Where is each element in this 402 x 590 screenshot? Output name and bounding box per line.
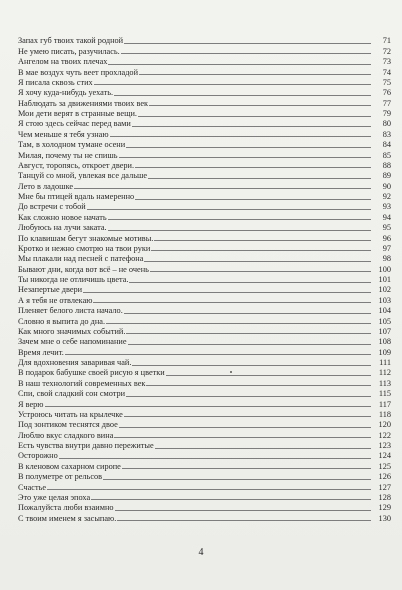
toc-leader-line bbox=[121, 53, 371, 54]
toc-entry bbox=[18, 170, 391, 180]
toc-entry-page: 105 bbox=[378, 316, 391, 326]
toc-entry bbox=[18, 211, 391, 221]
toc-leader-line bbox=[83, 292, 371, 293]
toc-entry-title: Запах губ твоих такой родной bbox=[18, 36, 124, 46]
toc-entry-title: Зачем мне о себе напоминание bbox=[18, 337, 127, 347]
toc-entry-title: Осторожно bbox=[18, 451, 58, 461]
toc-entry bbox=[18, 492, 391, 502]
toc-entry bbox=[18, 160, 391, 170]
toc-entry-page: 104 bbox=[378, 306, 391, 316]
toc-leader-line bbox=[132, 365, 371, 366]
toc-entry bbox=[18, 66, 391, 76]
toc-entry-title: Люблю вкус сладкого вина bbox=[18, 430, 114, 440]
toc-entry bbox=[18, 419, 391, 429]
toc-entry-page: 111 bbox=[379, 358, 391, 367]
toc-leader-line bbox=[129, 282, 371, 283]
toc-entry-title: Там, в холодном тумане осени bbox=[18, 140, 126, 150]
toc-leader-line bbox=[117, 520, 371, 521]
toc-leader-line bbox=[87, 209, 371, 210]
toc-leader-line bbox=[124, 313, 371, 314]
toc-entry-title: Бывают дни, когда вот всё – не очень bbox=[18, 264, 149, 274]
toc-entry bbox=[18, 149, 391, 159]
page-number: 4 bbox=[198, 547, 204, 558]
toc-entry bbox=[18, 243, 391, 253]
toc-entry-page: 77 bbox=[382, 98, 391, 108]
toc-entry-title: Время лечит. bbox=[18, 347, 64, 357]
table-of-contents bbox=[18, 35, 391, 523]
toc-entry-title: Пожалуйста люби взаимно bbox=[18, 503, 114, 513]
toc-entry-page: 94 bbox=[382, 212, 391, 222]
toc-entry-title: Кротко и нежно смотрю на твои руки bbox=[18, 243, 151, 253]
toc-entry-title: Есть чувства внутри давно пережитые bbox=[18, 441, 154, 450]
toc-entry bbox=[18, 450, 391, 460]
toc-entry-title: Это уже целая эпоха bbox=[18, 492, 91, 502]
toc-entry-title: Мне бы птицей вдаль намеренно bbox=[18, 192, 135, 201]
toc-entry-title: Лето в ладошке bbox=[18, 181, 74, 191]
toc-leader-line bbox=[93, 302, 371, 303]
toc-entry-title: Мы плакали над песней с патефона bbox=[18, 254, 144, 264]
toc-entry-title: Словно я выпита до дна. bbox=[18, 316, 106, 326]
toc-leader-line bbox=[122, 468, 371, 469]
toc-entry bbox=[18, 274, 391, 284]
toc-entry-page: 93 bbox=[382, 202, 391, 212]
toc-entry-title: Ты никогда не отличишь цвета. bbox=[18, 275, 129, 284]
toc-entry-title: Танцуй со мной, увлекая все дальше bbox=[18, 171, 148, 181]
toc-entry-page: 76 bbox=[382, 88, 391, 98]
toc-entry-title: Пленяет белого листа начало. bbox=[18, 306, 123, 316]
print-speck bbox=[230, 371, 232, 373]
toc-entry-title: С твоим именем я засыпаю. bbox=[18, 513, 117, 523]
toc-entry-page: 73 bbox=[382, 57, 391, 67]
toc-entry-page: 103 bbox=[378, 295, 391, 305]
toc-entry bbox=[18, 201, 391, 211]
toc-entry bbox=[18, 481, 391, 491]
toc-entry-page: 108 bbox=[378, 337, 391, 347]
toc-entry-title: А я тебя не отвлекаю bbox=[18, 295, 93, 305]
toc-entry-page: 129 bbox=[378, 503, 391, 513]
toc-leader-line bbox=[108, 219, 371, 220]
toc-entry-title: Как много значимых событий. bbox=[18, 326, 126, 336]
toc-entry-page: 97 bbox=[382, 243, 391, 253]
toc-entry bbox=[18, 97, 391, 107]
toc-entry-page: 84 bbox=[382, 140, 391, 150]
toc-entry-page: 130 bbox=[378, 513, 391, 523]
toc-entry-page: 83 bbox=[382, 129, 391, 139]
toc-entry bbox=[18, 398, 391, 408]
toc-leader-line bbox=[139, 74, 371, 75]
toc-entry-page: 96 bbox=[382, 233, 391, 243]
toc-leader-line bbox=[166, 375, 371, 376]
toc-entry bbox=[18, 139, 391, 149]
toc-entry bbox=[18, 87, 391, 97]
toc-entry-page: 109 bbox=[378, 347, 391, 357]
toc-entry-page: 85 bbox=[382, 150, 391, 160]
toc-leader-line bbox=[110, 136, 371, 137]
toc-entry-page: 117 bbox=[378, 399, 391, 409]
toc-leader-line bbox=[119, 157, 371, 158]
toc-entry bbox=[18, 108, 391, 118]
toc-entry-page: 128 bbox=[378, 492, 391, 502]
toc-entry-page: 126 bbox=[378, 472, 391, 482]
toc-entry bbox=[18, 128, 391, 138]
toc-entry bbox=[18, 460, 391, 470]
toc-entry-title: В мае воздух чуть веет прохладой bbox=[18, 67, 139, 77]
toc-entry-title: Я стою здесь сейчас перед вами bbox=[18, 119, 131, 129]
toc-entry-page: 124 bbox=[378, 451, 391, 461]
toc-entry-title: Не умею писать, разучилась. bbox=[18, 46, 120, 56]
toc-entry-title: Как сложно новое начать bbox=[18, 212, 107, 222]
toc-entry bbox=[18, 45, 391, 55]
toc-leader-line bbox=[108, 230, 371, 231]
toc-entry bbox=[18, 326, 391, 336]
toc-entry bbox=[18, 263, 391, 273]
toc-entry-page: 80 bbox=[382, 119, 391, 129]
toc-entry-title: В наш технологий современных век bbox=[18, 378, 146, 388]
toc-entry bbox=[18, 346, 391, 356]
toc-entry-title: Устроюсь читать на крылечке bbox=[18, 409, 123, 419]
toc-entry-title: Счастье bbox=[18, 482, 47, 492]
toc-leader-line bbox=[128, 344, 371, 345]
toc-leader-line bbox=[74, 188, 371, 189]
toc-leader-line bbox=[103, 479, 371, 480]
toc-entry-page: 79 bbox=[382, 109, 391, 118]
toc-entry-page: 74 bbox=[382, 67, 391, 77]
toc-entry bbox=[18, 502, 391, 512]
toc-entry-title: Ангелом на твоих плечах bbox=[18, 57, 108, 67]
toc-entry-page: 112 bbox=[378, 368, 391, 378]
toc-entry-title: В кленовом сахарном сиропе bbox=[18, 461, 121, 471]
toc-entry-page: 98 bbox=[382, 254, 391, 264]
toc-entry-page: 122 bbox=[378, 430, 391, 440]
toc-leader-line bbox=[126, 396, 371, 397]
toc-entry bbox=[18, 180, 391, 190]
toc-entry bbox=[18, 77, 391, 87]
toc-entry-title: Чем меньше я тебя узнаю bbox=[18, 129, 109, 139]
toc-entry-title: Я писала сквозь стих bbox=[18, 77, 93, 87]
toc-entry-page: 88 bbox=[382, 160, 391, 170]
toc-leader-line bbox=[151, 250, 371, 251]
toc-entry-title: По клавишам бегут знакомые мотивы. bbox=[18, 233, 154, 243]
toc-entry bbox=[18, 367, 391, 377]
toc-leader-line bbox=[65, 354, 371, 355]
toc-entry-page: 123 bbox=[378, 441, 391, 450]
toc-leader-line bbox=[108, 64, 371, 65]
toc-entry bbox=[18, 284, 391, 294]
toc-leader-line bbox=[59, 458, 371, 459]
toc-leader-line bbox=[138, 116, 371, 117]
toc-entry bbox=[18, 305, 391, 315]
toc-entry-page: 90 bbox=[382, 181, 391, 191]
toc-entry-page: 102 bbox=[378, 285, 391, 295]
toc-leader-line bbox=[146, 385, 371, 386]
toc-leader-line bbox=[144, 261, 371, 262]
toc-entry bbox=[18, 118, 391, 128]
toc-leader-line bbox=[150, 271, 371, 272]
toc-entry-page: 89 bbox=[382, 171, 391, 181]
toc-entry bbox=[18, 336, 391, 346]
toc-entry-title: Незапертые двери bbox=[18, 285, 83, 295]
toc-leader-line bbox=[114, 437, 371, 438]
toc-entry-title: В подарок бабушке своей рисую я цветки bbox=[18, 368, 165, 378]
toc-entry-title: Спи, свой сладкий сон смотри bbox=[18, 389, 126, 399]
toc-entry-page: 75 bbox=[382, 77, 391, 87]
toc-entry-page: 72 bbox=[382, 46, 391, 56]
toc-leader-line bbox=[126, 147, 371, 148]
toc-entry-title: Под зонтиком теснятся двое bbox=[18, 420, 118, 430]
toc-entry bbox=[18, 429, 391, 439]
toc-entry-page: 92 bbox=[382, 192, 391, 201]
toc-entry-page: 100 bbox=[378, 264, 391, 274]
toc-entry bbox=[18, 409, 391, 419]
toc-entry-page: 95 bbox=[382, 223, 391, 233]
toc-leader-line bbox=[135, 199, 371, 200]
toc-entry bbox=[18, 377, 391, 387]
toc-entry-page: 101 bbox=[378, 275, 391, 284]
toc-leader-line bbox=[154, 240, 371, 241]
toc-entry bbox=[18, 253, 391, 263]
toc-entry-title: Мои дети верят в странные вещи. bbox=[18, 109, 137, 118]
toc-entry-page: 71 bbox=[382, 36, 391, 46]
toc-entry-page: 120 bbox=[378, 420, 391, 430]
toc-entry-page: 127 bbox=[378, 482, 391, 492]
toc-entry bbox=[18, 357, 391, 367]
toc-entry-page: 115 bbox=[378, 389, 391, 399]
toc-entry bbox=[18, 512, 391, 522]
toc-leader-line bbox=[132, 126, 371, 127]
toc-leader-line bbox=[135, 167, 371, 168]
toc-leader-line bbox=[155, 448, 371, 449]
toc-entry-title: Для вдохновения заваривая чай. bbox=[18, 358, 132, 367]
toc-entry bbox=[18, 222, 391, 232]
toc-entry bbox=[18, 232, 391, 242]
toc-entry-title: До встречи с тобой bbox=[18, 202, 86, 212]
toc-entry-page: 125 bbox=[378, 461, 391, 471]
toc-entry-title: Август, торопясь, откроет двери. bbox=[18, 160, 135, 170]
toc-entry-page: 113 bbox=[378, 378, 391, 388]
toc-entry bbox=[18, 191, 391, 201]
toc-entry-page: 107 bbox=[378, 326, 391, 336]
toc-leader-line bbox=[148, 178, 371, 179]
toc-entry-title: Я хочу куда-нибудь уехать. bbox=[18, 88, 114, 98]
toc-entry bbox=[18, 35, 391, 45]
toc-leader-line bbox=[126, 333, 371, 334]
toc-leader-line bbox=[47, 489, 371, 490]
toc-leader-line bbox=[119, 427, 371, 428]
toc-entry bbox=[18, 315, 391, 325]
toc-entry-title: Наблюдать за движениями твоих век bbox=[18, 98, 149, 108]
toc-leader-line bbox=[91, 499, 371, 500]
toc-leader-line bbox=[106, 323, 371, 324]
toc-entry-title: В полуметре от рельсов bbox=[18, 472, 103, 482]
toc-entry bbox=[18, 471, 391, 481]
toc-entry-page: 118 bbox=[378, 409, 391, 419]
toc-leader-line bbox=[45, 406, 371, 407]
toc-leader-line bbox=[124, 43, 371, 44]
toc-entry-title: Милая, почему ты не спишь bbox=[18, 150, 118, 160]
toc-leader-line bbox=[94, 84, 371, 85]
toc-entry bbox=[18, 440, 391, 450]
toc-entry-title: Я верю bbox=[18, 399, 44, 409]
toc-entry bbox=[18, 294, 391, 304]
toc-leader-line bbox=[115, 510, 371, 511]
toc-leader-line bbox=[149, 105, 371, 106]
toc-leader-line bbox=[124, 416, 371, 417]
toc-leader-line bbox=[114, 95, 371, 96]
toc-entry bbox=[18, 56, 391, 66]
toc-entry bbox=[18, 388, 391, 398]
toc-entry-title: Любуюсь на лучи заката. bbox=[18, 223, 107, 233]
